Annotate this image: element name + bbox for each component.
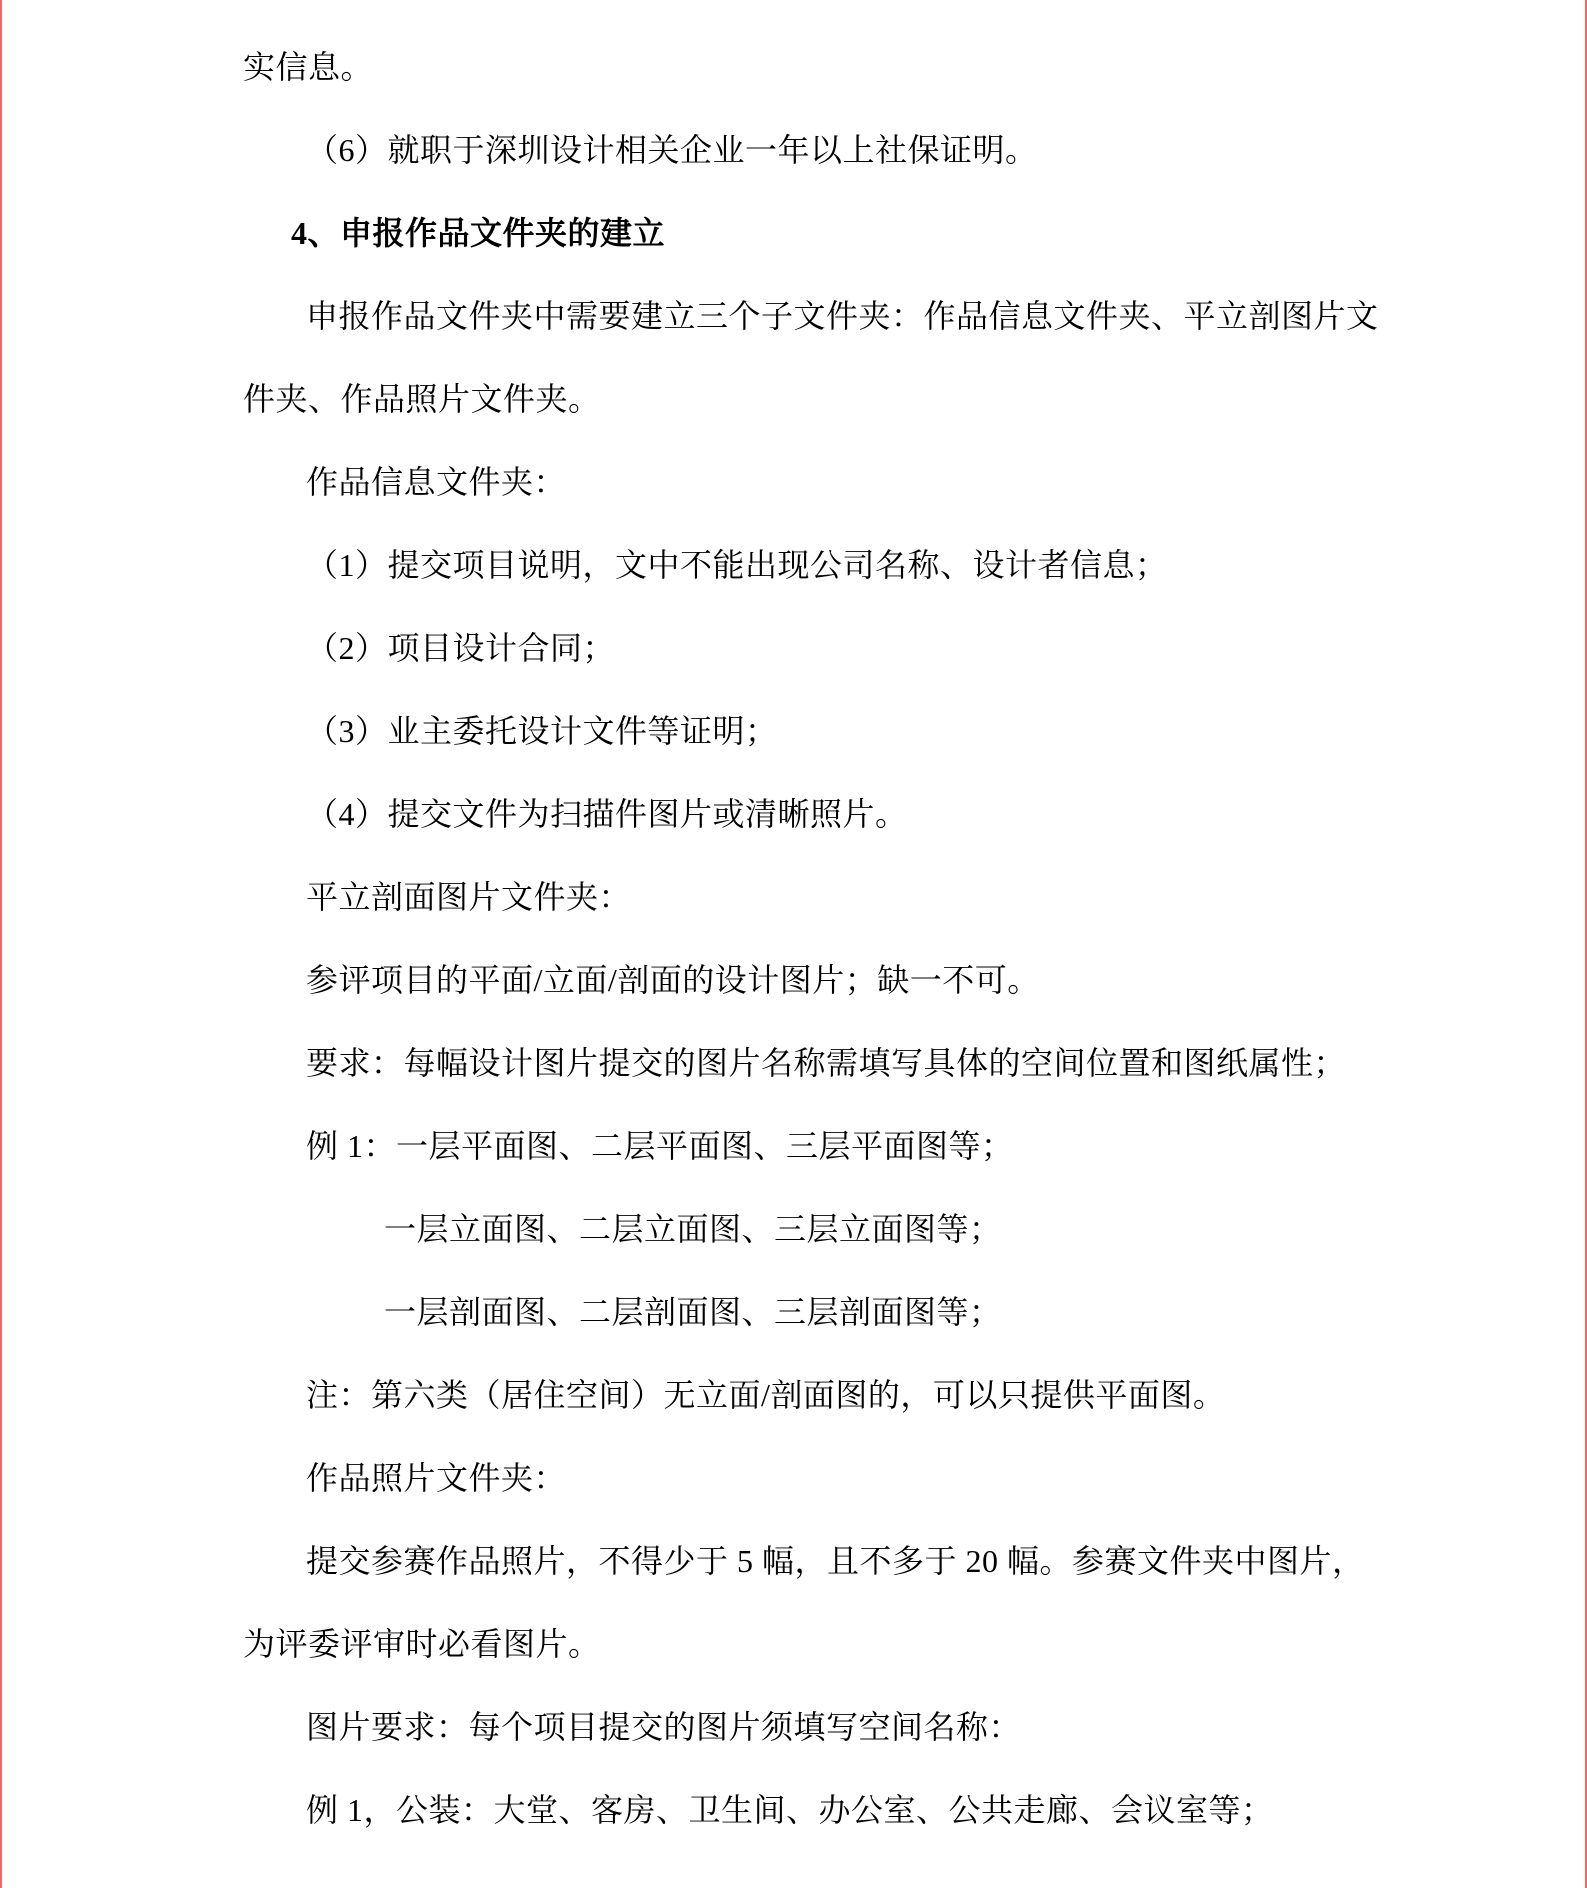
text-line: 件夹、作品照片文件夹。 <box>243 381 601 417</box>
text-line: 作品信息文件夹： <box>306 464 567 500</box>
text-line: （4）提交文件为扫描件图片或清晰照片。 <box>306 796 908 832</box>
text-line: 作品照片文件夹： <box>306 1460 567 1496</box>
text-line: 实信息。 <box>243 49 374 85</box>
text-line: 一层立面图、二层立面图、三层立面图等； <box>384 1211 1002 1247</box>
text-line: 图片要求：每个项目提交的图片须填写空间名称： <box>306 1709 1022 1745</box>
text-line: 为评委评审时必看图片。 <box>243 1626 601 1662</box>
text-line: 申报作品文件夹中需要建立三个子文件夹：作品信息文件夹、平立剖图片文 <box>306 298 1379 334</box>
text-line: （6）就职于深圳设计相关企业一年以上社保证明。 <box>306 132 1038 168</box>
text-line: 注：第六类（居住空间）无立面/剖面图的，可以只提供平面图。 <box>306 1377 1226 1413</box>
text-line: 例 1：一层平面图、二层平面图、三层平面图等； <box>306 1128 1014 1164</box>
text-line: 例 1，公装：大堂、客房、卫生间、办公室、公共走廊、会议室等； <box>306 1792 1274 1828</box>
text-line: 参评项目的平面/立面/剖面的设计图片；缺一不可。 <box>306 962 1040 998</box>
text-line: （3）业主委托设计文件等证明； <box>306 713 778 749</box>
text-line: （2）项目设计合同； <box>306 630 616 666</box>
section-heading: 4、申报作品文件夹的建立 <box>291 215 666 251</box>
text-line: 提交参赛作品照片，不得少于 5 幅，且不多于 20 幅。参赛文件夹中图片， <box>306 1543 1365 1579</box>
text-line: 一层剖面图、二层剖面图、三层剖面图等； <box>384 1294 1002 1330</box>
text-line: 要求：每幅设计图片提交的图片名称需填写具体的空间位置和图纸属性； <box>306 1045 1347 1081</box>
text-line: （1）提交项目说明，文中不能出现公司名称、设计者信息； <box>306 547 1168 583</box>
text-line: 平立剖面图片文件夹： <box>306 879 632 915</box>
